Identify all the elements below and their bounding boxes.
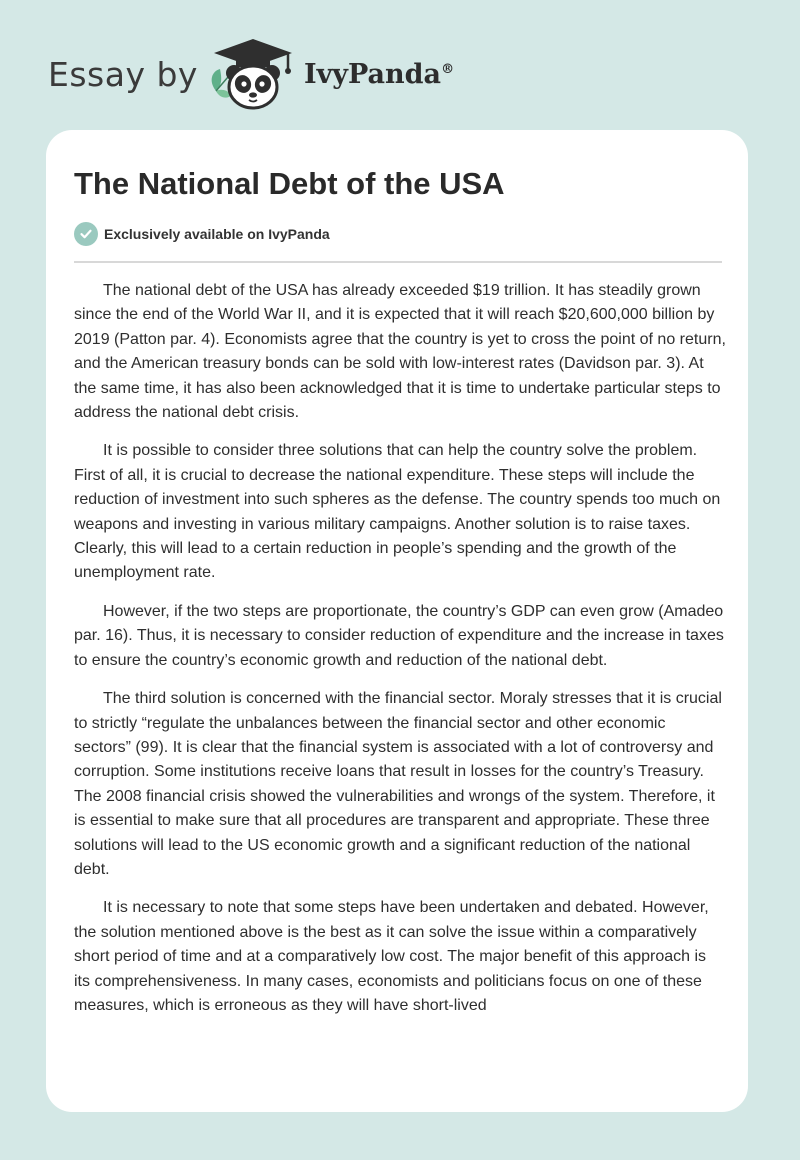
paragraph: It is possible to consider three solutions that can help the country solve the problem. First of all, it is crucial to decrease the national expenditure. These steps will include the reduction of investment into such spheres as the defense. The country spends too much on weapons and investing in various military campaigns. Another solution is to raise taxes. Clearly, this will lead to a certain reduction in people’s spending and the growth of the unemployment rate.	[74, 442, 721, 582]
registered-mark: ®	[441, 61, 455, 77]
check-icon	[74, 222, 98, 246]
page-title: The National Debt of the USA	[74, 166, 505, 201]
essay-by-label: Essay by	[48, 54, 198, 94]
brand-name: IvyPanda®	[303, 58, 455, 90]
exclusive-badge	[74, 222, 330, 246]
divider	[74, 261, 722, 263]
paragraph: It is necessary to note that some steps have been undertaken and debated. However, the solution mentioned above is the best as it can solve the issue within a comparatively short period of time and at a comparatively low cost. The major benefit of this approach is its comprehensiveness. In many cases, economists and politicians focus on one of these measures, which is erroneous as they will have short-lived	[74, 899, 709, 1014]
site-header	[48, 34, 454, 114]
paragraph: However, if the two steps are proportionate, the country’s GDP can even grow (Amadeo par. 16). Thus, it is necessary to consider reduction of expenditure and the increase in taxes to ensure the country’s economic growth and reduction of the national debt.	[74, 602, 724, 669]
panda-logo-icon	[206, 37, 300, 111]
exclusive-badge-label: Exclusively available on IvyPanda	[104, 226, 330, 242]
essay-body	[74, 279, 726, 1032]
essay-card	[46, 130, 748, 1112]
paragraph: The national debt of the USA has already exceeded $19 trillion. It has steadily grown since the end of the World War II, and it is expected that it will reach $20,600,000 billion by 2019 (Patton par. 4). Economists agree that the country is yet to cross the point of no return, and the American treasury bonds can be sold with low-interest rates (Davidson par. 3). At the same time, it has also been acknowledged that it is time to undertake particular steps to address the national debt crisis.	[74, 282, 726, 422]
paragraph: The third solution is concerned with the financial sector. Moraly stresses that it is crucial to strictly “regulate the unbalances between the financial sector and other economic sectors” (99). It is clear that the financial system is associated with a lot of controversy and corruption. Some institutions receive loans that result in losses for the country’s Treasury. The 2008 financial crisis showed the vulnerabilities and wrongs of the system. Therefore, it is essential to make sure that all procedures are transparent and appropriate. These three solutions will lead to the US economic growth and a significant reduction of the national debt.	[74, 690, 722, 878]
